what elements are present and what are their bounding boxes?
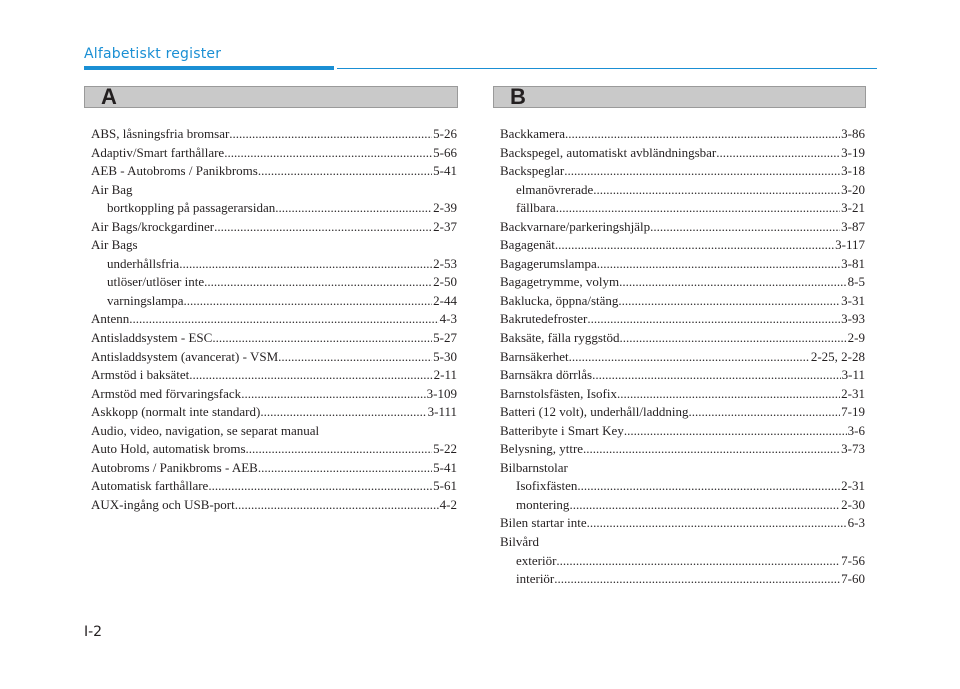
index-page-ref: 2-9 — [847, 330, 865, 346]
index-page-ref: 3-93 — [841, 311, 865, 327]
index-term: Isofixfästen — [516, 478, 578, 494]
index-entry — [91, 403, 457, 422]
section-header-a — [84, 86, 458, 108]
dot-leader — [617, 385, 840, 404]
index-page-ref: 2-53 — [433, 255, 457, 271]
index-entry — [500, 440, 865, 459]
index-page-ref: 3-19 — [841, 144, 865, 160]
index-term: Barnsäkerhet — [500, 348, 569, 364]
index-term: Barnsäkra dörrlås — [500, 367, 593, 383]
dot-leader — [593, 181, 840, 200]
index-term: underhållsfria — [107, 255, 180, 271]
dot-leader — [554, 570, 840, 589]
dot-leader — [129, 310, 438, 329]
index-page-ref: 3-86 — [841, 126, 865, 141]
section-letter-b: B — [510, 84, 526, 109]
index-entry — [91, 459, 457, 478]
index-column-b — [500, 125, 865, 589]
index-page-ref: 3-20 — [841, 181, 865, 197]
index-entry — [500, 199, 865, 218]
index-entry — [500, 570, 865, 589]
index-entry — [91, 199, 457, 218]
index-entry — [500, 125, 865, 144]
page-number: I-2 — [84, 624, 103, 640]
dot-leader — [577, 477, 840, 496]
index-entry — [500, 162, 865, 181]
dot-leader — [241, 385, 425, 404]
index-column-a — [91, 125, 457, 514]
index-page-ref: 5-66 — [433, 144, 457, 160]
dot-leader — [620, 329, 847, 348]
index-entry — [500, 459, 865, 478]
dot-leader — [650, 218, 840, 237]
section-letter-a: A — [101, 84, 117, 109]
index-page-ref: 5-61 — [433, 478, 457, 494]
dot-leader — [278, 348, 432, 367]
index-entry — [500, 514, 865, 533]
index-entry — [500, 273, 865, 292]
index-entry — [91, 496, 457, 515]
index-term: Barnstolsfästen, Isofix — [500, 385, 617, 401]
index-page-ref: 5-27 — [433, 330, 457, 346]
dot-leader — [224, 144, 432, 163]
index-term: Auto Hold, automatisk broms — [91, 441, 246, 457]
index-page-ref: 2-30 — [841, 496, 865, 512]
index-page-ref: 3-11 — [841, 367, 865, 383]
index-page-ref: 3-81 — [841, 255, 865, 271]
index-entry — [500, 218, 865, 237]
index-page-ref: 3-18 — [841, 163, 865, 179]
index-term: Batteribyte i Smart Key — [500, 422, 624, 438]
index-entry — [91, 273, 457, 292]
index-entry — [500, 366, 865, 385]
dot-leader — [275, 199, 432, 218]
index-entry — [500, 292, 865, 311]
dot-leader — [208, 477, 432, 496]
index-term: Bilbarnstolar — [500, 459, 568, 475]
index-term: exteriör — [516, 552, 557, 568]
dot-leader — [556, 199, 840, 218]
index-entry — [91, 162, 457, 181]
index-term: Air Bags/krockgardiner — [91, 218, 215, 234]
header-rule-thick — [84, 66, 334, 70]
index-term: Baksäte, fälla ryggstöd — [500, 330, 620, 346]
index-page-ref: 2-31 — [841, 385, 865, 401]
dot-leader — [184, 292, 433, 311]
index-term: Bilen startar inte — [500, 515, 587, 531]
index-entry — [500, 144, 865, 163]
index-page-ref: 2-37 — [433, 218, 457, 234]
index-term: ABS, låsningsfria bromsar — [91, 126, 230, 141]
index-page-ref: 8-5 — [847, 274, 865, 290]
index-entry — [91, 310, 457, 329]
index-term: Bagagerumslampa — [500, 255, 597, 271]
index-term: Bakrutedefroster — [500, 311, 588, 327]
index-entry — [91, 181, 457, 200]
index-term: Air Bags — [91, 237, 138, 253]
index-term: utlöser/utlöser inte — [107, 274, 205, 290]
index-entry — [91, 292, 457, 311]
index-page-ref: 2-11 — [433, 367, 457, 383]
dot-leader — [214, 218, 432, 237]
dot-leader — [564, 162, 840, 181]
dot-leader — [597, 255, 840, 274]
index-page-ref: 5-26 — [433, 126, 457, 141]
index-page-ref: 5-30 — [433, 348, 457, 364]
index-term: fällbara — [516, 200, 556, 216]
dot-leader — [555, 236, 834, 255]
index-entry — [91, 477, 457, 496]
dot-leader — [258, 162, 432, 181]
index-term: Backvarnare/parkeringshjälp — [500, 218, 651, 234]
index-entry — [91, 144, 457, 163]
index-term: Air Bag — [91, 181, 133, 197]
index-entry — [91, 218, 457, 237]
dot-leader — [556, 552, 840, 571]
index-page-ref: 3-117 — [835, 237, 865, 253]
dot-leader — [179, 255, 432, 274]
index-entry — [500, 329, 865, 348]
dot-leader — [587, 514, 847, 533]
index-entry — [500, 496, 865, 515]
index-term: Armstöd med förvaringsfack — [91, 385, 242, 401]
index-page-ref: 3-31 — [841, 292, 865, 308]
index-term: Backspeglar — [500, 163, 565, 179]
index-page-ref: 7-56 — [841, 552, 865, 568]
index-entry — [91, 440, 457, 459]
index-page-ref: 3-111 — [427, 404, 457, 420]
dot-leader — [587, 310, 840, 329]
index-page-ref: 3-21 — [841, 200, 865, 216]
index-entry — [91, 255, 457, 274]
dot-leader — [592, 366, 841, 385]
index-page-ref: 2-31 — [841, 478, 865, 494]
index-page-ref: 3-73 — [841, 441, 865, 457]
index-page-ref: 2-44 — [433, 292, 457, 308]
index-page-ref: 5-22 — [433, 441, 457, 457]
index-page-ref: 2-25, 2-28 — [810, 348, 865, 364]
dot-leader — [583, 440, 840, 459]
index-entry — [500, 403, 865, 422]
index-entry — [91, 329, 457, 348]
dot-leader — [235, 496, 439, 515]
index-entry — [91, 348, 457, 367]
index-entry — [91, 366, 457, 385]
index-term: Bagagetrymme, volym — [500, 274, 620, 290]
index-term: Antisladdsystem - ESC — [91, 330, 213, 346]
dot-leader — [619, 273, 847, 292]
index-term: Antisladdsystem (avancerat) - VSM — [91, 348, 279, 364]
index-term: AUX-ingång och USB-port — [91, 496, 235, 512]
index-term: Backkamera — [500, 126, 565, 141]
index-page-ref: 2-50 — [433, 274, 457, 290]
index-title: Alfabetiskt register — [84, 46, 222, 62]
index-entry — [500, 385, 865, 404]
index-term: AEB - Autobroms / Panikbroms — [91, 163, 258, 179]
index-term: Antenn — [91, 311, 130, 327]
index-term: Audio, video, navigation, se separat manual — [91, 422, 320, 438]
index-page-ref: 4-3 — [439, 311, 457, 327]
index-entry — [91, 385, 457, 404]
dot-leader — [569, 348, 810, 367]
index-entry — [500, 310, 865, 329]
index-entry — [500, 477, 865, 496]
index-page-ref: 6-3 — [847, 515, 865, 531]
dot-leader — [624, 422, 847, 441]
dot-leader — [716, 144, 840, 163]
dot-leader — [204, 273, 432, 292]
index-entry — [500, 533, 865, 552]
dot-leader — [189, 366, 432, 385]
index-term: Askkopp (normalt inte standard) — [91, 404, 261, 420]
index-term: Armstöd i baksätet — [91, 367, 190, 383]
index-term: montering — [516, 496, 570, 512]
index-term: Automatisk farthållare — [91, 478, 209, 494]
dot-leader — [258, 459, 432, 478]
index-term: Adaptiv/Smart farthållare — [91, 144, 225, 160]
index-entry — [91, 125, 457, 144]
index-page-ref: 3-87 — [841, 218, 865, 234]
index-term: Backspegel, automatiskt avbländningsbar — [500, 144, 717, 160]
index-page-ref: 5-41 — [433, 459, 457, 475]
index-entry — [91, 422, 457, 441]
index-term: interiör — [516, 571, 555, 587]
index-entry — [500, 255, 865, 274]
index-term: Bagagenät — [500, 237, 555, 253]
index-entry — [500, 422, 865, 441]
dot-leader — [229, 125, 432, 144]
index-term: bortkoppling på passagerarsidan — [107, 200, 276, 216]
index-page-ref: 4-2 — [439, 496, 457, 512]
index-entry — [500, 348, 865, 367]
index-entry — [500, 552, 865, 571]
dot-leader — [260, 403, 426, 422]
dot-leader — [246, 440, 433, 459]
index-entry — [500, 181, 865, 200]
index-page-ref: 3-6 — [847, 422, 865, 438]
index-term: elmanövrerade — [516, 181, 594, 197]
section-header-b — [493, 86, 866, 108]
index-page-ref: 5-41 — [433, 163, 457, 179]
index-entry — [500, 236, 865, 255]
index-page-ref: 2-39 — [433, 200, 457, 216]
dot-leader — [565, 125, 840, 144]
dot-leader — [569, 496, 840, 515]
index-page-ref: 7-60 — [841, 571, 865, 587]
index-term: varningslampa — [107, 292, 184, 308]
index-term: Bilvård — [500, 534, 539, 550]
header-rule-thin — [337, 68, 877, 69]
index-term: Belysning, yttre — [500, 441, 584, 457]
dot-leader — [212, 329, 432, 348]
dot-leader — [618, 292, 840, 311]
index-term: Baklucka, öppna/stäng — [500, 292, 619, 308]
index-term: Autobroms / Panikbroms - AEB — [91, 459, 258, 475]
index-page-ref: 3-109 — [426, 385, 457, 401]
dot-leader — [688, 403, 840, 422]
index-term: Batteri (12 volt), underhåll/laddning — [500, 404, 689, 420]
index-entry — [91, 236, 457, 255]
index-page-ref: 7-19 — [841, 404, 865, 420]
